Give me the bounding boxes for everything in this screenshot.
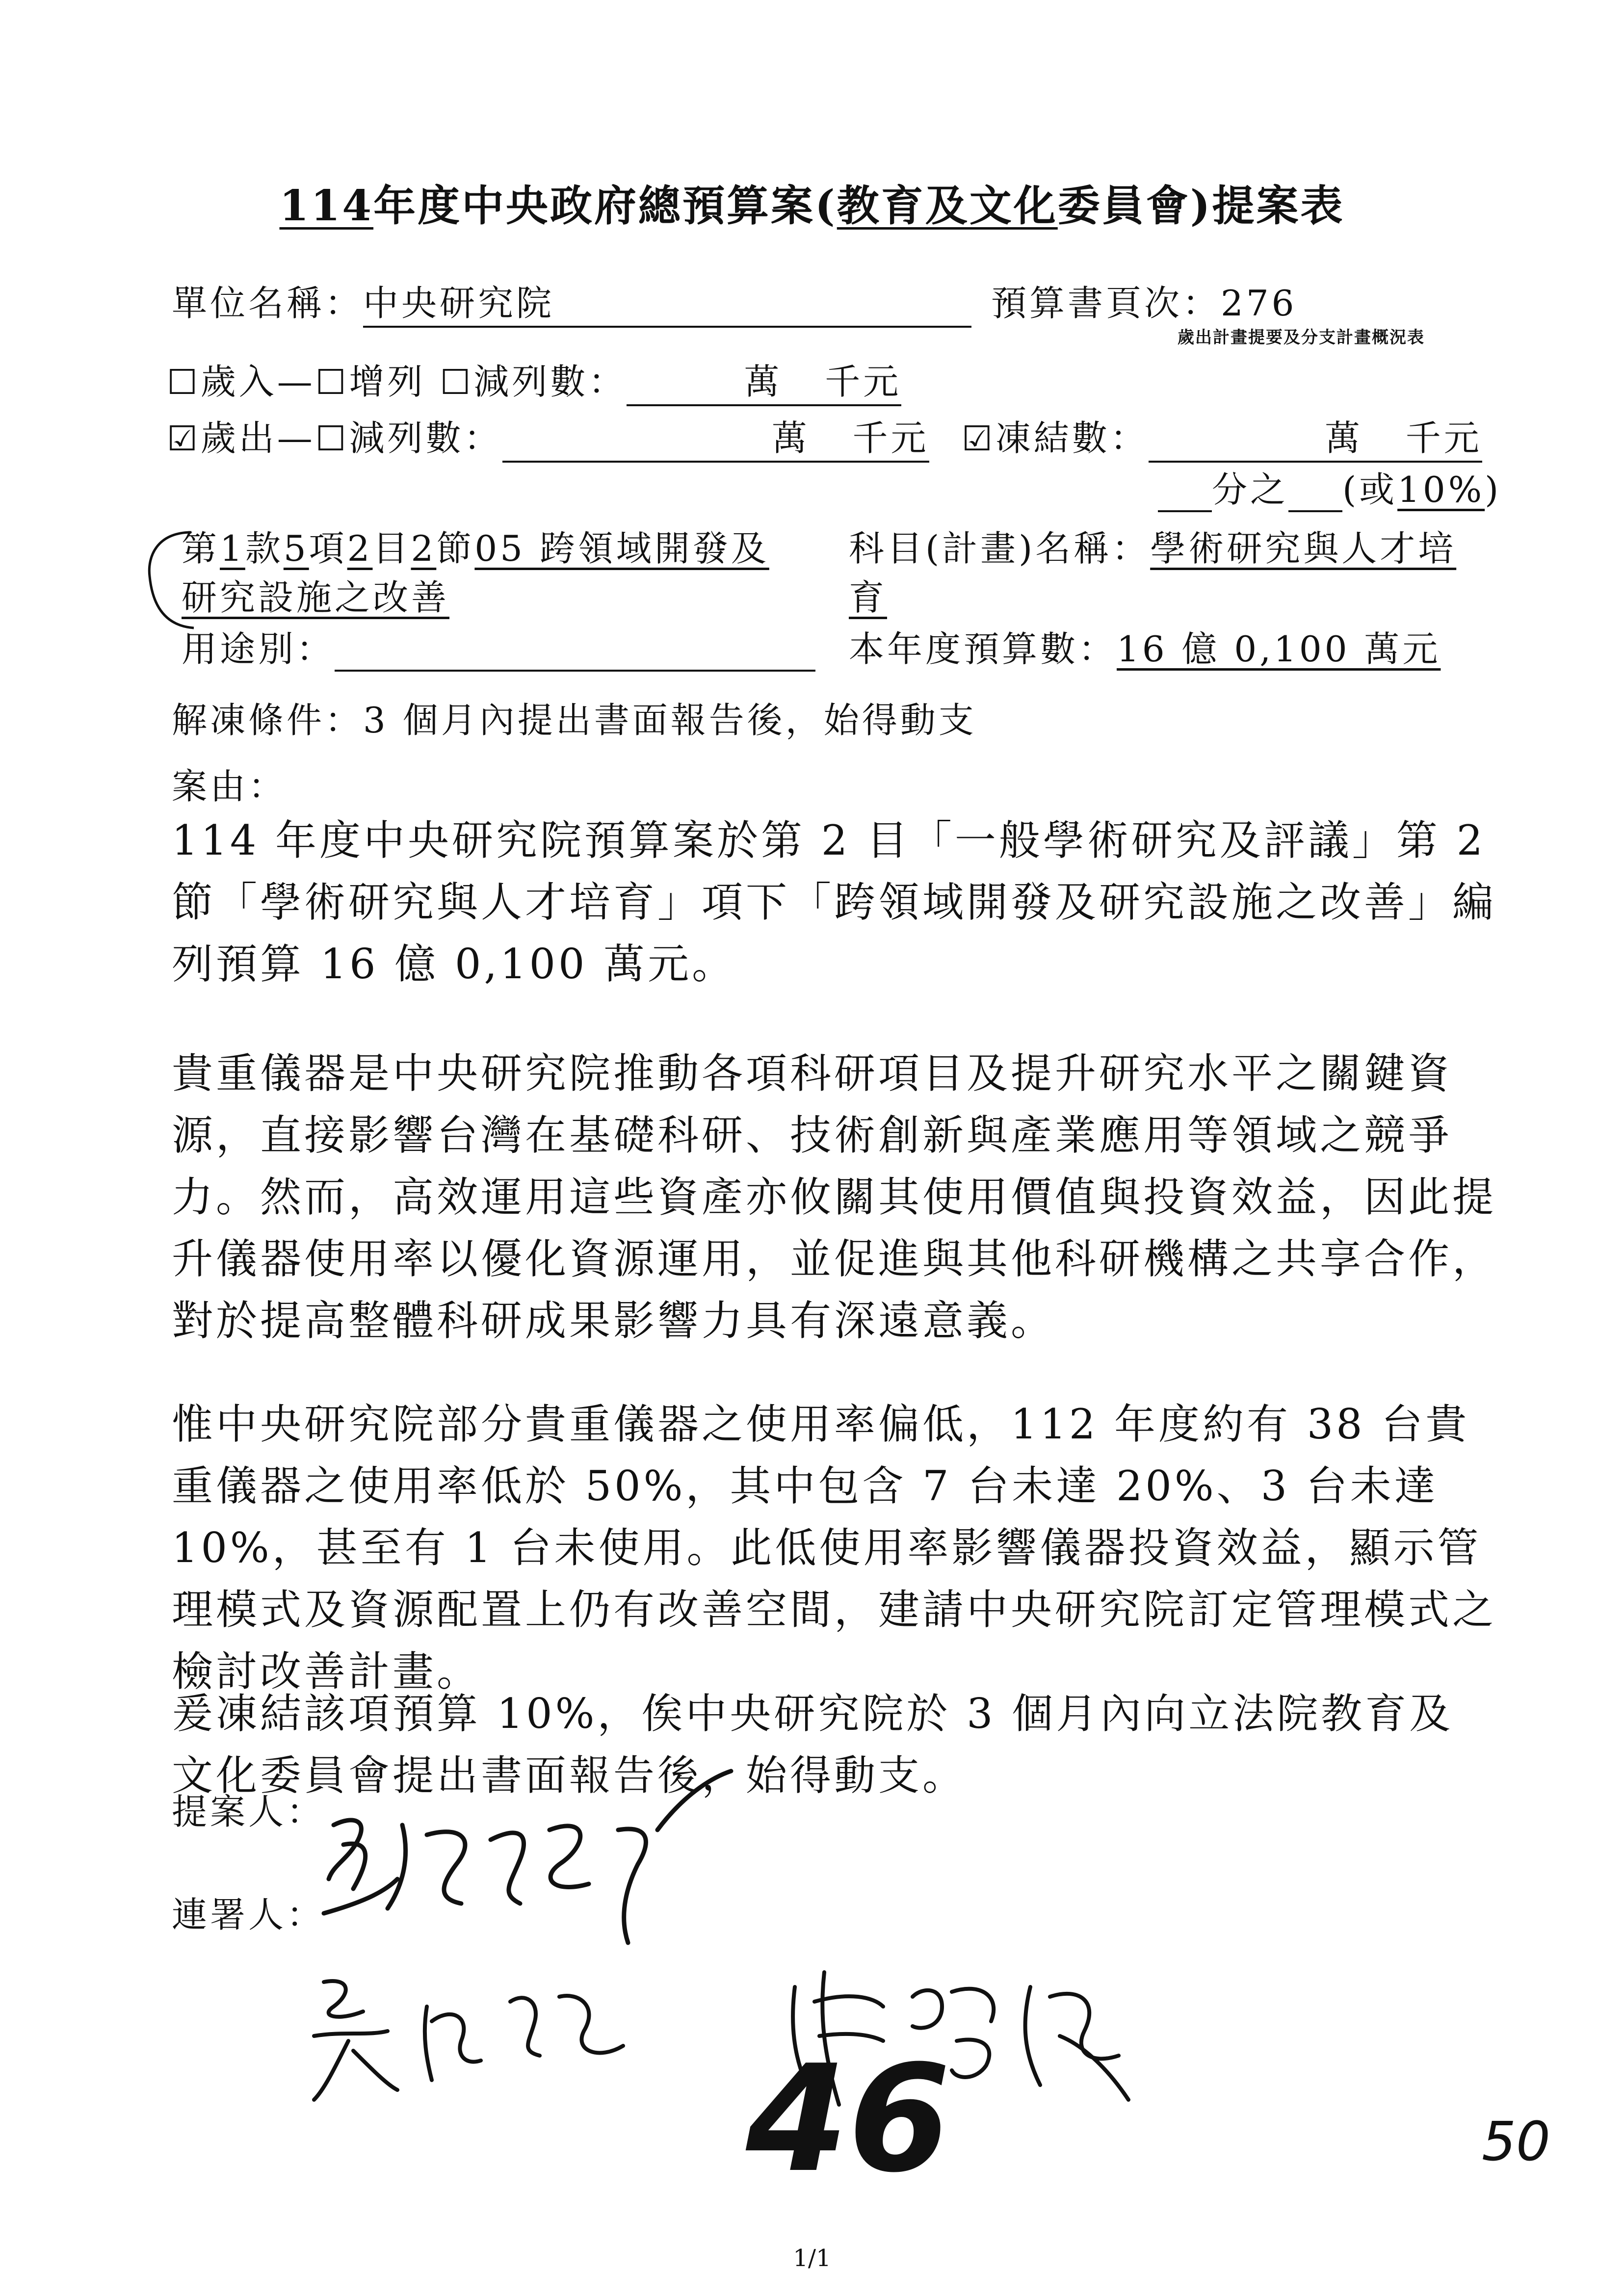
page-number: 1/1	[793, 2244, 831, 2272]
paragraph-2: 貴重儀器是中央研究院推動各項科研項目及提升研究水平之關鍵資源，直接影響台灣在基礎科研、技術創新與產業應用等領域之競爭力。然而，高效運用這些資產亦攸關其使用價值與投資效益，因此提升儀器使用率以優化資源運用，並促進與其他科研機構之共享合作，對於提高整體科研成果影響力具有深遠意義。	[172, 1049, 1497, 1345]
proposer-signature-icon	[314, 1766, 736, 1953]
paragraph-1: 114 年度中央研究院預算案於第 2 目「一般學術研究及評議」第 2 節「學術研究與人才培育」項下「跨領域開發及研究設施之改善」編列預算 16 億 0,100 萬元。	[172, 816, 1497, 988]
budget-label: 本年度預算數：	[849, 628, 1117, 670]
revenue-checkbox[interactable]: ☐	[167, 362, 201, 402]
revenue-amount-field[interactable]	[627, 353, 901, 406]
revenue-row	[167, 353, 901, 406]
page-title	[0, 172, 1624, 233]
title-part1: 年度中央政府總預算案(	[373, 181, 837, 231]
freeze-row	[962, 410, 1482, 463]
expenditure-unit-wan: 萬	[771, 417, 810, 459]
title-year: 114	[279, 181, 374, 231]
title-part2: 委員會)提案表	[1057, 181, 1345, 231]
revenue-decrease-checkbox[interactable]: ☐	[440, 362, 474, 402]
paragraph-3: 惟中央研究院部分貴重儀器之使用率偏低，112 年度約有 38 台貴重儀器之使用率低於 50%，其中包含 7 台未達 20%、3 台未達 10%，甚至有 1 台未使用。此低使用率影響儀器投資效益，顯示管理模式及資源配置上仍有改善空間，建請中央研究院訂定管理模式之檢討改善計畫。	[172, 1400, 1497, 1696]
item-name-line1: 05 跨領域開發及	[474, 528, 769, 569]
item-line-2	[182, 569, 449, 620]
usage-row	[182, 621, 815, 672]
freeze-label: 凍結數：	[995, 417, 1149, 459]
item-jie: 節	[436, 528, 475, 569]
freeze-amount-field[interactable]	[1149, 410, 1482, 463]
subject-value-line1: 學術研究與人才培	[1150, 528, 1457, 569]
fraction-mid: 分之	[1212, 469, 1289, 510]
cosigner-label: 連署人：	[172, 1894, 325, 1935]
revenue-unit-qian: 千元	[825, 361, 902, 402]
item-name-line2: 研究設施之改善	[182, 577, 450, 618]
freeze-unit-qian: 千元	[1405, 417, 1482, 459]
revenue-increase-label: 增列	[349, 361, 426, 402]
usage-field[interactable]	[335, 628, 815, 672]
item-jie-value: 2	[411, 528, 437, 569]
expenditure-label: 歲出—	[200, 417, 315, 459]
fraction-numerator-field[interactable]	[1158, 469, 1212, 512]
item-xiang-value: 5	[283, 528, 309, 569]
item-mu: 目	[372, 528, 411, 569]
item-di: 第	[182, 528, 220, 569]
expenditure-checkbox[interactable]: ☑	[167, 418, 201, 459]
subject-line-2	[849, 569, 887, 620]
corner-number: 50	[1482, 2110, 1550, 2173]
expenditure-decrease-label: 減列數：	[349, 417, 502, 459]
item-mu-value: 2	[347, 528, 373, 569]
revenue-label: 歲入—	[200, 361, 315, 402]
item-line-1	[182, 520, 769, 571]
expenditure-decrease-checkbox[interactable]: ☐	[315, 418, 349, 459]
paragraph-4: 爰凍結該項預算 10%，俟中央研究院於 3 個月內向立法院教育及文化委員會提出書面報告後，始得動支。	[172, 1690, 1454, 1800]
freeze-checkbox[interactable]: ☑	[962, 418, 995, 459]
budget-row	[849, 621, 1441, 672]
fraction-open: (或	[1342, 469, 1398, 510]
unit-row	[172, 275, 971, 328]
freeze-unit-wan: 萬	[1325, 417, 1363, 459]
subject-line-1	[849, 520, 1456, 571]
unfreeze-condition: 解凍條件：3 個月內提出書面報告後，始得動支	[172, 700, 977, 741]
reason-label: 案由：	[172, 766, 287, 807]
handwritten-number: 46	[746, 2034, 951, 2205]
expenditure-unit-qian: 千元	[852, 417, 929, 459]
unit-field	[363, 275, 971, 328]
revenue-increase-checkbox[interactable]: ☐	[315, 362, 349, 402]
page-value: 276	[1221, 283, 1297, 324]
title-committee: 教育及文化	[837, 181, 1058, 231]
proposer-label: 提案人：	[172, 1791, 325, 1832]
page-ref	[991, 275, 1297, 326]
fraction-close: )	[1485, 469, 1502, 510]
unit-value: 中央研究院	[363, 283, 555, 324]
item-kuan: 款	[245, 528, 284, 569]
expenditure-row	[167, 410, 929, 463]
subject-value-line2: 育	[849, 577, 888, 618]
fraction-percent: 10%	[1397, 469, 1485, 510]
revenue-unit-wan: 萬	[744, 361, 783, 402]
subject-label: 科目(計畫)名稱：	[849, 528, 1151, 569]
revenue-decrease-label: 減列數：	[473, 361, 627, 402]
expenditure-amount-field[interactable]	[502, 410, 929, 463]
fraction-denominator-field[interactable]	[1288, 469, 1342, 512]
fraction-row	[1158, 461, 1501, 512]
unit-label: 單位名稱：	[172, 283, 364, 324]
usage-label: 用途別：	[182, 628, 335, 670]
item-xiang: 項	[309, 528, 347, 569]
cosigner-signature-1-icon	[304, 1962, 648, 2110]
page-note: 歲出計畫提要及分支計畫概況表	[1178, 328, 1425, 347]
page-label: 預算書頁次：	[991, 283, 1221, 324]
budget-value: 16 億 0,100 萬元	[1117, 628, 1441, 670]
item-kuan-value: 1	[220, 528, 245, 569]
